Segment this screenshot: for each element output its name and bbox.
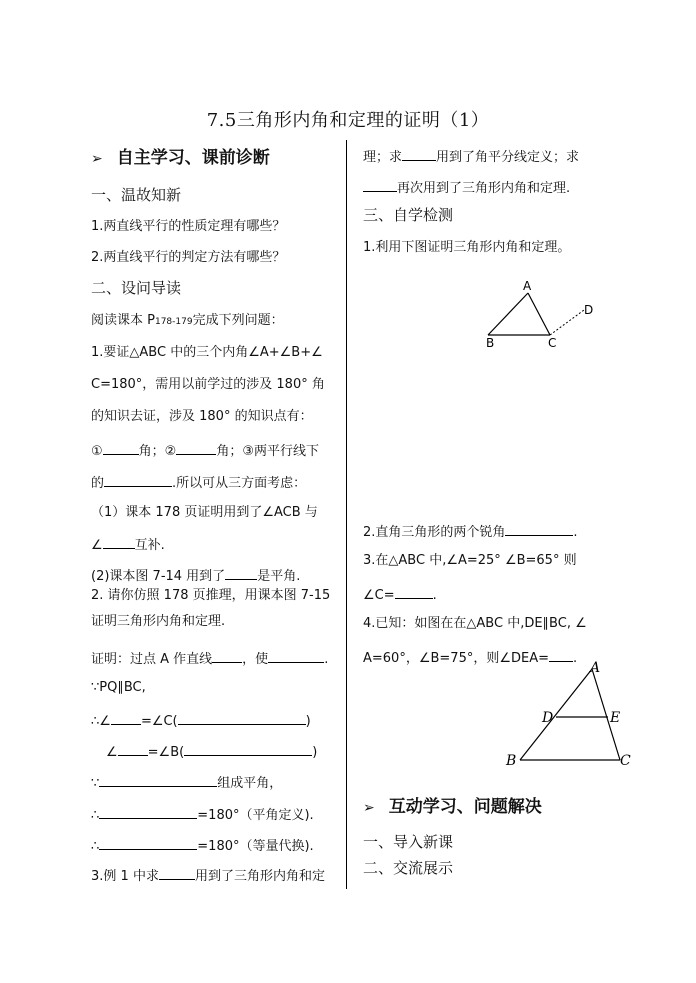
answer-blank[interactable]	[118, 742, 148, 756]
problem-1-line-1: 1.要证△ABC 中的三个内角∠A+∠B+∠	[91, 345, 323, 360]
label-e: E	[610, 710, 621, 726]
proof-step-4: ∵ 组成平角，	[91, 773, 282, 792]
problem-2-line-1: 2. 请你仿照 178 页推理，用课本图 7-15	[91, 588, 331, 603]
label-a: A	[590, 660, 601, 676]
problem-1-line-3: 的知识去证，涉及 180° 的知识点有：	[91, 409, 313, 424]
answer-blank[interactable]	[212, 649, 242, 663]
arrow-bullet-icon: ➢	[363, 800, 375, 816]
segment-cd-dashed	[550, 310, 584, 335]
check-2: 2.直角三角形的两个锐角 .	[363, 522, 578, 541]
segment-ab	[488, 293, 528, 335]
label-b: B	[506, 753, 517, 769]
proof-intro: 证明：过点 A 作直线 ，使 .	[91, 649, 328, 668]
label-c: C	[548, 336, 557, 350]
check-3-line-1: 3.在△ABC 中,∠A=25° ∠B=65° 则	[363, 553, 577, 568]
problem-1-line-7: ∠ 互补.	[91, 535, 165, 554]
check-1: 1.利用下图证明三角形内角和定理。	[363, 240, 571, 255]
check-4-line-1: 4.已知：如图在在△ABC 中,DE∥BC, ∠	[363, 616, 587, 631]
triangle-figure-1	[480, 276, 600, 350]
proof-step-2: ∴∠ =∠C( )	[91, 711, 311, 730]
continued-line-1: 理；求 用到了角平分线定义；求	[363, 147, 579, 166]
problem-1-line-2: C=180°，需用以前学过的涉及 180° 角	[91, 377, 325, 392]
answer-blank[interactable]	[104, 473, 172, 487]
proof-step-5: ∴ =180°（平角定义).	[91, 805, 314, 824]
part-heading-guided-reading: 二、设问导读	[91, 279, 182, 297]
reading-instruction: 阅读课本 P178-179完成下列问题：	[91, 313, 284, 328]
answer-blank[interactable]	[99, 805, 197, 819]
proof-step-3: ∠ =∠B( )	[106, 742, 317, 761]
segment-ac	[528, 293, 550, 335]
answer-blank[interactable]	[505, 522, 573, 536]
answer-blank[interactable]	[225, 566, 257, 580]
label-b: B	[486, 336, 495, 350]
answer-blank[interactable]	[268, 649, 324, 663]
part-heading-exchange: 二、交流展示	[363, 859, 454, 877]
question-2: 2.两直线平行的判定方法有哪些？	[91, 250, 286, 265]
answer-blank[interactable]	[363, 178, 397, 192]
label-a: A	[523, 279, 532, 293]
answer-blank[interactable]	[176, 441, 216, 455]
part-heading-intro: 一、导入新课	[363, 833, 454, 851]
proof-step-1: ∵PQ∥BC,	[91, 680, 146, 695]
label-c: C	[620, 753, 631, 769]
part-heading-self-check: 三、自学检测	[363, 206, 454, 224]
problem-1-line-8: (2)课本图 7-14 用到了 是平角.	[91, 566, 300, 585]
answer-blank[interactable]	[402, 147, 436, 161]
answer-blank[interactable]	[99, 836, 197, 850]
check-4-line-2: A=60°，∠B=75°，则∠DEA= .	[363, 648, 577, 667]
page-title: 7.5三角形内角和定理的证明（1）	[206, 110, 490, 131]
column-divider	[346, 140, 347, 889]
section-heading-self-study: ➢ 自主学习、课前诊断	[91, 148, 270, 168]
part-heading-review: 一、温故知新	[91, 186, 182, 204]
triangle-figure-2	[500, 656, 640, 772]
answer-blank[interactable]	[159, 866, 195, 880]
check-3-line-2: ∠C= .	[363, 585, 437, 604]
answer-blank[interactable]	[178, 711, 306, 725]
answer-blank[interactable]	[111, 711, 141, 725]
answer-blank[interactable]	[103, 441, 139, 455]
continued-line-2: 再次用到了三角形内角和定理.	[363, 178, 570, 197]
arrow-bullet-icon: ➢	[91, 151, 103, 167]
problem-2-line-2: 证明三角形内角和定理.	[91, 614, 226, 629]
segment-ab	[520, 669, 592, 760]
problem-1-line-5: 的 .所以可从三方面考虑：	[91, 473, 306, 492]
answer-blank[interactable]	[184, 742, 312, 756]
answer-blank[interactable]	[395, 585, 433, 599]
answer-blank[interactable]	[103, 535, 135, 549]
section-heading-interactive: ➢ 互动学习、问题解决	[363, 797, 542, 817]
problem-3-line-1: 3.例 1 中求 用到了三角形内角和定	[91, 866, 325, 885]
question-1: 1.两直线平行的性质定理有哪些？	[91, 219, 286, 234]
label-d: D	[542, 710, 554, 726]
answer-blank[interactable]	[99, 773, 217, 787]
label-d: D	[584, 303, 594, 317]
proof-step-6: ∴ =180°（等量代换).	[91, 836, 314, 855]
problem-1-line-4: ① 角；② 角；③两平行线下	[91, 441, 319, 460]
problem-1-line-6: （1）课本 178 页证明用到了∠ACB 与	[91, 505, 318, 520]
